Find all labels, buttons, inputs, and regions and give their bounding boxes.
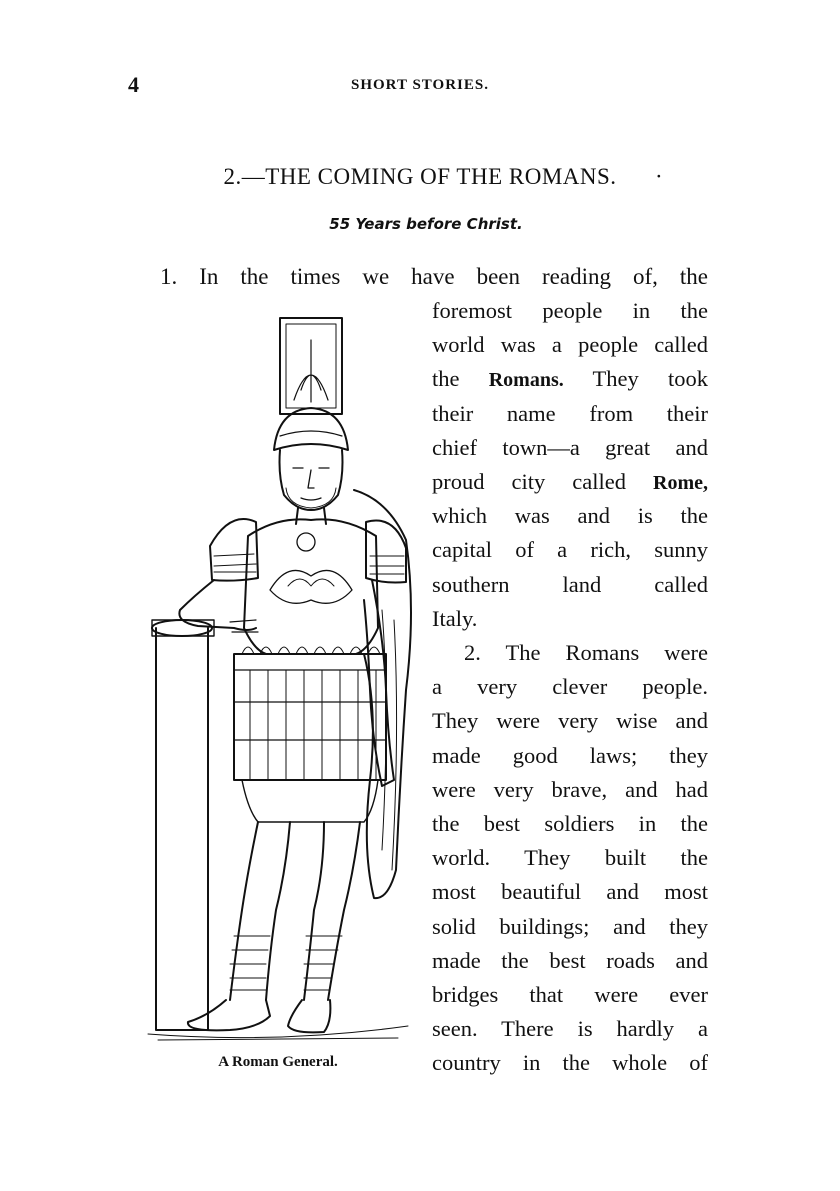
paragraph-first-line: 1. In the times we have been reading of, the — [160, 264, 708, 289]
text-line — [432, 946, 708, 976]
text-line — [432, 980, 708, 1010]
text-line — [432, 1014, 708, 1044]
text-line — [432, 433, 708, 463]
text-line — [432, 296, 708, 326]
text-line — [432, 570, 708, 600]
left-shoulder-guard — [210, 519, 258, 581]
chapter-title-text: 2.—THE COMING OF THE ROMANS. — [223, 164, 617, 189]
dateline-text: Years before Christ. — [355, 215, 523, 233]
running-head: SHORT STORIES. — [351, 77, 489, 93]
text-line — [432, 604, 708, 634]
text-line — [432, 638, 708, 668]
text-line-segment: capital of a rich, sunny — [432, 537, 708, 563]
text-line — [432, 364, 708, 395]
text-line-segment: chief town—a great and — [432, 434, 708, 460]
text-line-segment: the — [432, 366, 489, 392]
text-line-segment: which was and is the — [432, 503, 708, 529]
text-line-segment: seen. There is hardly a — [432, 1016, 708, 1042]
text-line-segment: their name from their — [432, 400, 708, 426]
text-line-segment: world was a people called — [432, 332, 708, 358]
right-leg — [304, 822, 360, 1000]
text-line — [432, 467, 708, 498]
left-leg — [230, 822, 290, 1000]
text-line-segment: They were very wise and — [432, 708, 708, 734]
text-line-segment: made the best roads and — [432, 947, 708, 973]
text-line-segment: They took — [563, 366, 708, 392]
text-line — [432, 1048, 708, 1078]
head — [280, 450, 343, 510]
text-line-segment: world. They built the — [432, 845, 708, 871]
text-line-segment: proud city called — [432, 469, 654, 494]
text-line — [432, 775, 708, 805]
ground-shading — [148, 1026, 408, 1040]
text-line-segment: a very clever people. — [432, 674, 708, 700]
text-line — [432, 843, 708, 873]
text-line — [432, 501, 708, 531]
text-line-segment: solid buildings; and they — [432, 913, 708, 939]
dateline-number: 55 — [329, 215, 351, 233]
page-number: 4 — [128, 72, 139, 97]
text-line-segment: country in the whole of — [432, 1050, 708, 1076]
right-foot — [288, 1000, 330, 1032]
left-foot — [188, 1000, 270, 1030]
text-line — [432, 912, 708, 942]
bold-term: Romans. — [488, 369, 564, 392]
bold-term: Rome, — [653, 472, 708, 494]
text-line — [432, 809, 708, 839]
text-line-segment: southern land called — [432, 571, 708, 597]
text-line — [432, 330, 708, 360]
text-line-segment: the best soldiers in the — [432, 811, 708, 836]
text-line-segment: most beautiful and most — [432, 879, 708, 905]
chapter-title — [0, 164, 840, 190]
figure-caption: A Roman General. — [218, 1054, 338, 1070]
right-arm — [364, 580, 394, 786]
text-line — [432, 672, 708, 702]
pillar — [156, 628, 208, 1030]
roman-general-illustration — [138, 310, 414, 1045]
text-line — [432, 741, 708, 771]
pteruges-skirt — [234, 654, 386, 780]
dateline — [0, 215, 840, 233]
text-line — [432, 706, 708, 736]
cuirass — [244, 519, 378, 654]
text-line-segment: made good laws; they — [432, 742, 708, 768]
text-line-segment: Italy. — [432, 605, 478, 631]
text-line — [432, 877, 708, 907]
stray-mark: · — [655, 164, 664, 189]
text-line — [432, 399, 708, 429]
text-line-segment: 2. The Romans were — [464, 640, 708, 665]
text-line — [432, 535, 708, 565]
text-line-segment: were very brave, and had — [432, 776, 708, 802]
text-line-segment: bridges that were ever — [432, 982, 708, 1007]
text-line-segment: foremost people in the — [432, 298, 708, 323]
